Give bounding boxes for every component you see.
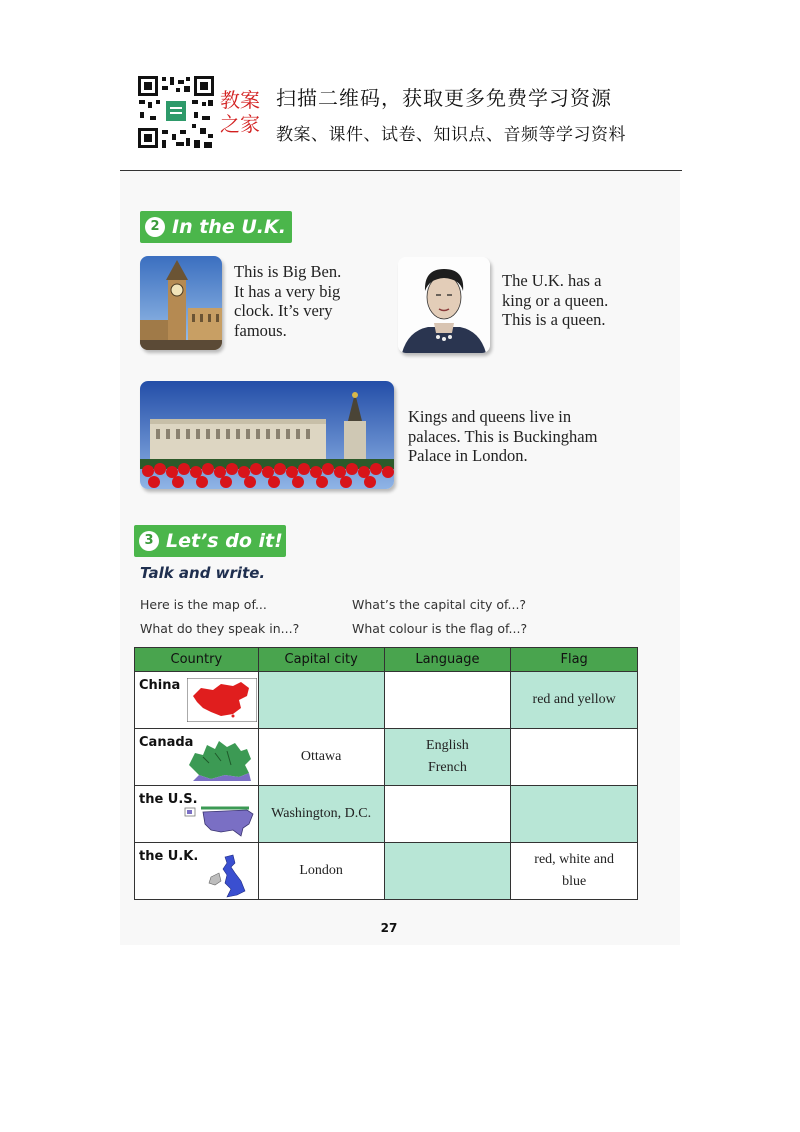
flag-value-line-1: red and yellow — [532, 692, 616, 707]
section-2-banner — [140, 211, 292, 243]
us-map-image — [183, 804, 257, 848]
big-ben-line-3: clock. It’s very — [234, 301, 333, 320]
big-ben-line-1: This is Big Ben. — [234, 262, 342, 281]
prompt-language: What do they speak in...? — [140, 621, 300, 636]
header-language: Language — [384, 648, 511, 672]
table-row — [135, 729, 638, 786]
qr-code-image — [136, 74, 216, 150]
country-name: the U.K. — [139, 849, 199, 864]
palace-line-1: Kings and queens live in — [408, 407, 572, 426]
textbook-page — [120, 171, 680, 945]
country-name: China — [139, 678, 181, 693]
queen-line-1: The U.K. has a — [502, 271, 602, 290]
country-cell-china — [135, 672, 259, 729]
country-name: Canada — [139, 735, 194, 750]
queen-caption — [502, 271, 608, 330]
china-map-image — [187, 678, 257, 730]
prompt-flag: What colour is the flag of...? — [352, 621, 528, 636]
flag-value-line-1: red, white and — [534, 852, 614, 867]
talk-and-write-instruction: Talk and write. — [140, 564, 266, 582]
table-header-row — [135, 648, 638, 672]
country-name: the U.S. — [139, 792, 198, 807]
language-cell[interactable] — [384, 843, 511, 900]
language-cell[interactable] — [384, 729, 511, 786]
table-row — [135, 786, 638, 843]
section-3-number: 3 — [139, 531, 159, 551]
header-promo-text: 扫描二维码，获取更多免费学习资源 — [276, 86, 612, 110]
queen-line-3: This is a queen. — [502, 310, 606, 329]
flag-cell[interactable] — [511, 843, 638, 900]
capital-cell[interactable] — [258, 672, 384, 729]
language-value-line-2: French — [427, 760, 467, 775]
country-cell-canada — [135, 729, 259, 786]
header-flag: Flag — [511, 648, 638, 672]
queen-line-2: king or a queen. — [502, 290, 609, 310]
page-number: 27 — [380, 921, 398, 935]
language-value-line-1: English — [426, 738, 469, 753]
queen-portrait — [398, 257, 490, 353]
capital-cell[interactable]: London — [258, 843, 384, 900]
brand-line1: 教案 — [220, 88, 260, 112]
section-2-title: In the U.K. — [172, 216, 286, 238]
table-row — [135, 843, 638, 900]
brand-logo — [220, 88, 270, 136]
section-2-number: 2 — [145, 217, 165, 237]
palace-line-3: Palace in London. — [408, 446, 528, 465]
palace-line-2: palaces. This is Buckingham — [408, 426, 598, 446]
flag-cell[interactable] — [511, 729, 638, 786]
big-ben-line-4: famous. — [234, 320, 287, 340]
palace-caption — [408, 407, 597, 466]
canada-map-image — [185, 735, 257, 791]
language-cell[interactable] — [384, 672, 511, 729]
country-cell-uk — [135, 843, 259, 900]
capital-cell[interactable]: Ottawa — [258, 729, 384, 786]
table-row — [135, 672, 638, 729]
big-ben-line-2: It has a very big — [234, 281, 341, 301]
flag-value-line-2: blue — [562, 874, 587, 889]
header-capital-city: Capital city — [258, 648, 384, 672]
prompt-capital: What’s the capital city of...? — [352, 597, 527, 612]
big-ben-photo — [140, 256, 222, 350]
capital-cell[interactable]: Washington, D.C. — [258, 786, 384, 843]
flag-cell[interactable] — [511, 786, 638, 843]
prompt-map: Here is the map of... — [140, 597, 267, 612]
header-resources-text: 教案、课件、试卷、知识点、音频等学习资料 — [276, 125, 626, 145]
uk-map-image — [201, 851, 251, 907]
country-facts-table — [134, 647, 638, 900]
buckingham-palace-photo — [140, 381, 394, 489]
brand-line2: 之家 — [220, 112, 260, 136]
section-3-title: Let’s do it! — [166, 530, 283, 552]
section-3-banner — [134, 525, 286, 557]
country-cell-us — [135, 786, 259, 843]
flag-cell[interactable] — [511, 672, 638, 729]
big-ben-caption — [234, 262, 341, 340]
language-cell[interactable] — [384, 786, 511, 843]
header-country: Country — [135, 648, 259, 672]
